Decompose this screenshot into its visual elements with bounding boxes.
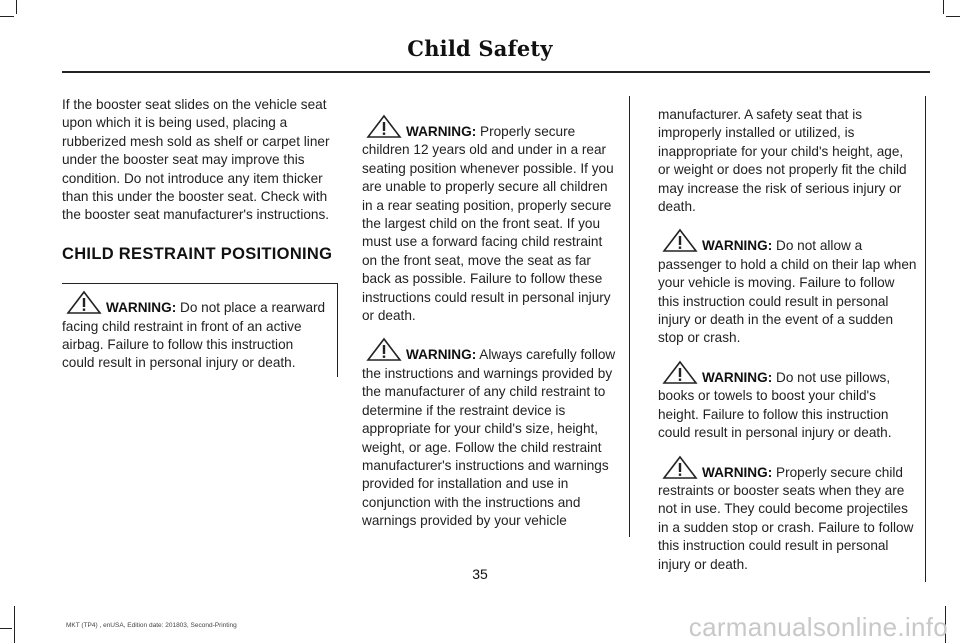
page-number: 35 [472,566,488,582]
warning-text: Do not place a rearward facing child restraint in front of an active airbag. Failure to follow this instruction could result in personal injury or death. [62,300,326,371]
warning-triangle-icon [662,455,698,480]
warning-text: Always carefully follow the instructions and warnings provided by the manufacturer of any child restraint to determine if the restraint device is appropriate for your child's size, height, weight, or age. Follow the child restraint manufacturer's instructions and warnings provided for installation and use in conjunction with the instructions and warnings provided by your vehicle [362,347,616,529]
warning-label: WARNING: [406,124,477,139]
warning-item [658,455,917,574]
continuation-paragraph: manufacturer. A safety seat that is improperly installed or utilized, is inappropriate for your child's height, age, or weight or does not properly fit the child may increase the risk of serious injury or death. [658,107,907,215]
warning-item [658,360,917,443]
column-3 [658,96,926,582]
watermark: carmanualsonline.info [688,612,948,642]
warning-box [62,283,338,377]
warning-triangle-icon [662,360,698,385]
warning-label: WARNING: [406,347,477,363]
warning-text: Properly secure children 12 years old and under in a rear seating position whenever possible. If you are unable to properly secure all children in a rear seating position, properly secure the largest child on the front seat. If you must use a forward facing child restraint on the front seat, move the seat as far back as possible. Failure to follow these instructions could result in personal injury or death. [362,124,614,324]
warning-triangle-icon [66,290,102,315]
crop-mark [946,16,960,17]
crop-mark [0,628,12,629]
warning-text: Properly secure child restraints or booster seats when they are not in use. They could become projectiles in a sudden stop or crash. Failure to follow this instruction could result in personal injury or death. [658,464,914,572]
warning-item [362,114,621,325]
warning-triangle-icon [366,114,402,139]
warning-label: WARNING: [702,369,773,385]
warning-label: WARNING: [106,300,177,316]
page-title: Child Safety [407,36,553,61]
section-heading: CHILD RESTRAINT POSITIONING [62,244,333,263]
crop-mark [943,0,944,14]
crop-mark [0,16,14,17]
warning-triangle-icon [366,337,402,362]
warning-item [658,228,917,347]
crop-mark [14,606,15,643]
column-2 [362,96,630,537]
warning-triangle-icon [662,228,698,253]
warning-label: WARNING: [702,464,773,480]
edition-footer: MKT (TP4) , enUSA, Edition date: 201803, Second-Printing [66,622,237,629]
intro-paragraph: If the booster seat slides on the vehicle seat upon which it is being used, placing a rubberized mesh sold as shelf or carpet liner under the booster seat may improve this condition. Do not introduce any item thicker than this under the booster seat. Check with the booster seat manufacturer's instructions. [62,97,330,223]
warning-label: WARNING: [702,238,773,254]
warning-box [658,96,926,582]
warning-text: Do not use pillows, books or towels to boost your child's height. Failure to follow this instruction could result in personal injury or death. [658,369,892,441]
column-1 [62,96,338,377]
warning-item [362,337,621,530]
crop-mark [16,0,17,14]
header-rule [62,71,930,73]
warning-item [62,290,329,373]
warning-text: Do not allow a passenger to hold a child on their lap when your vehicle is moving. Failure to follow this instruction could result in personal injury or death in the event of a sudden stop or crash. [658,238,917,346]
warning-box [362,96,630,537]
